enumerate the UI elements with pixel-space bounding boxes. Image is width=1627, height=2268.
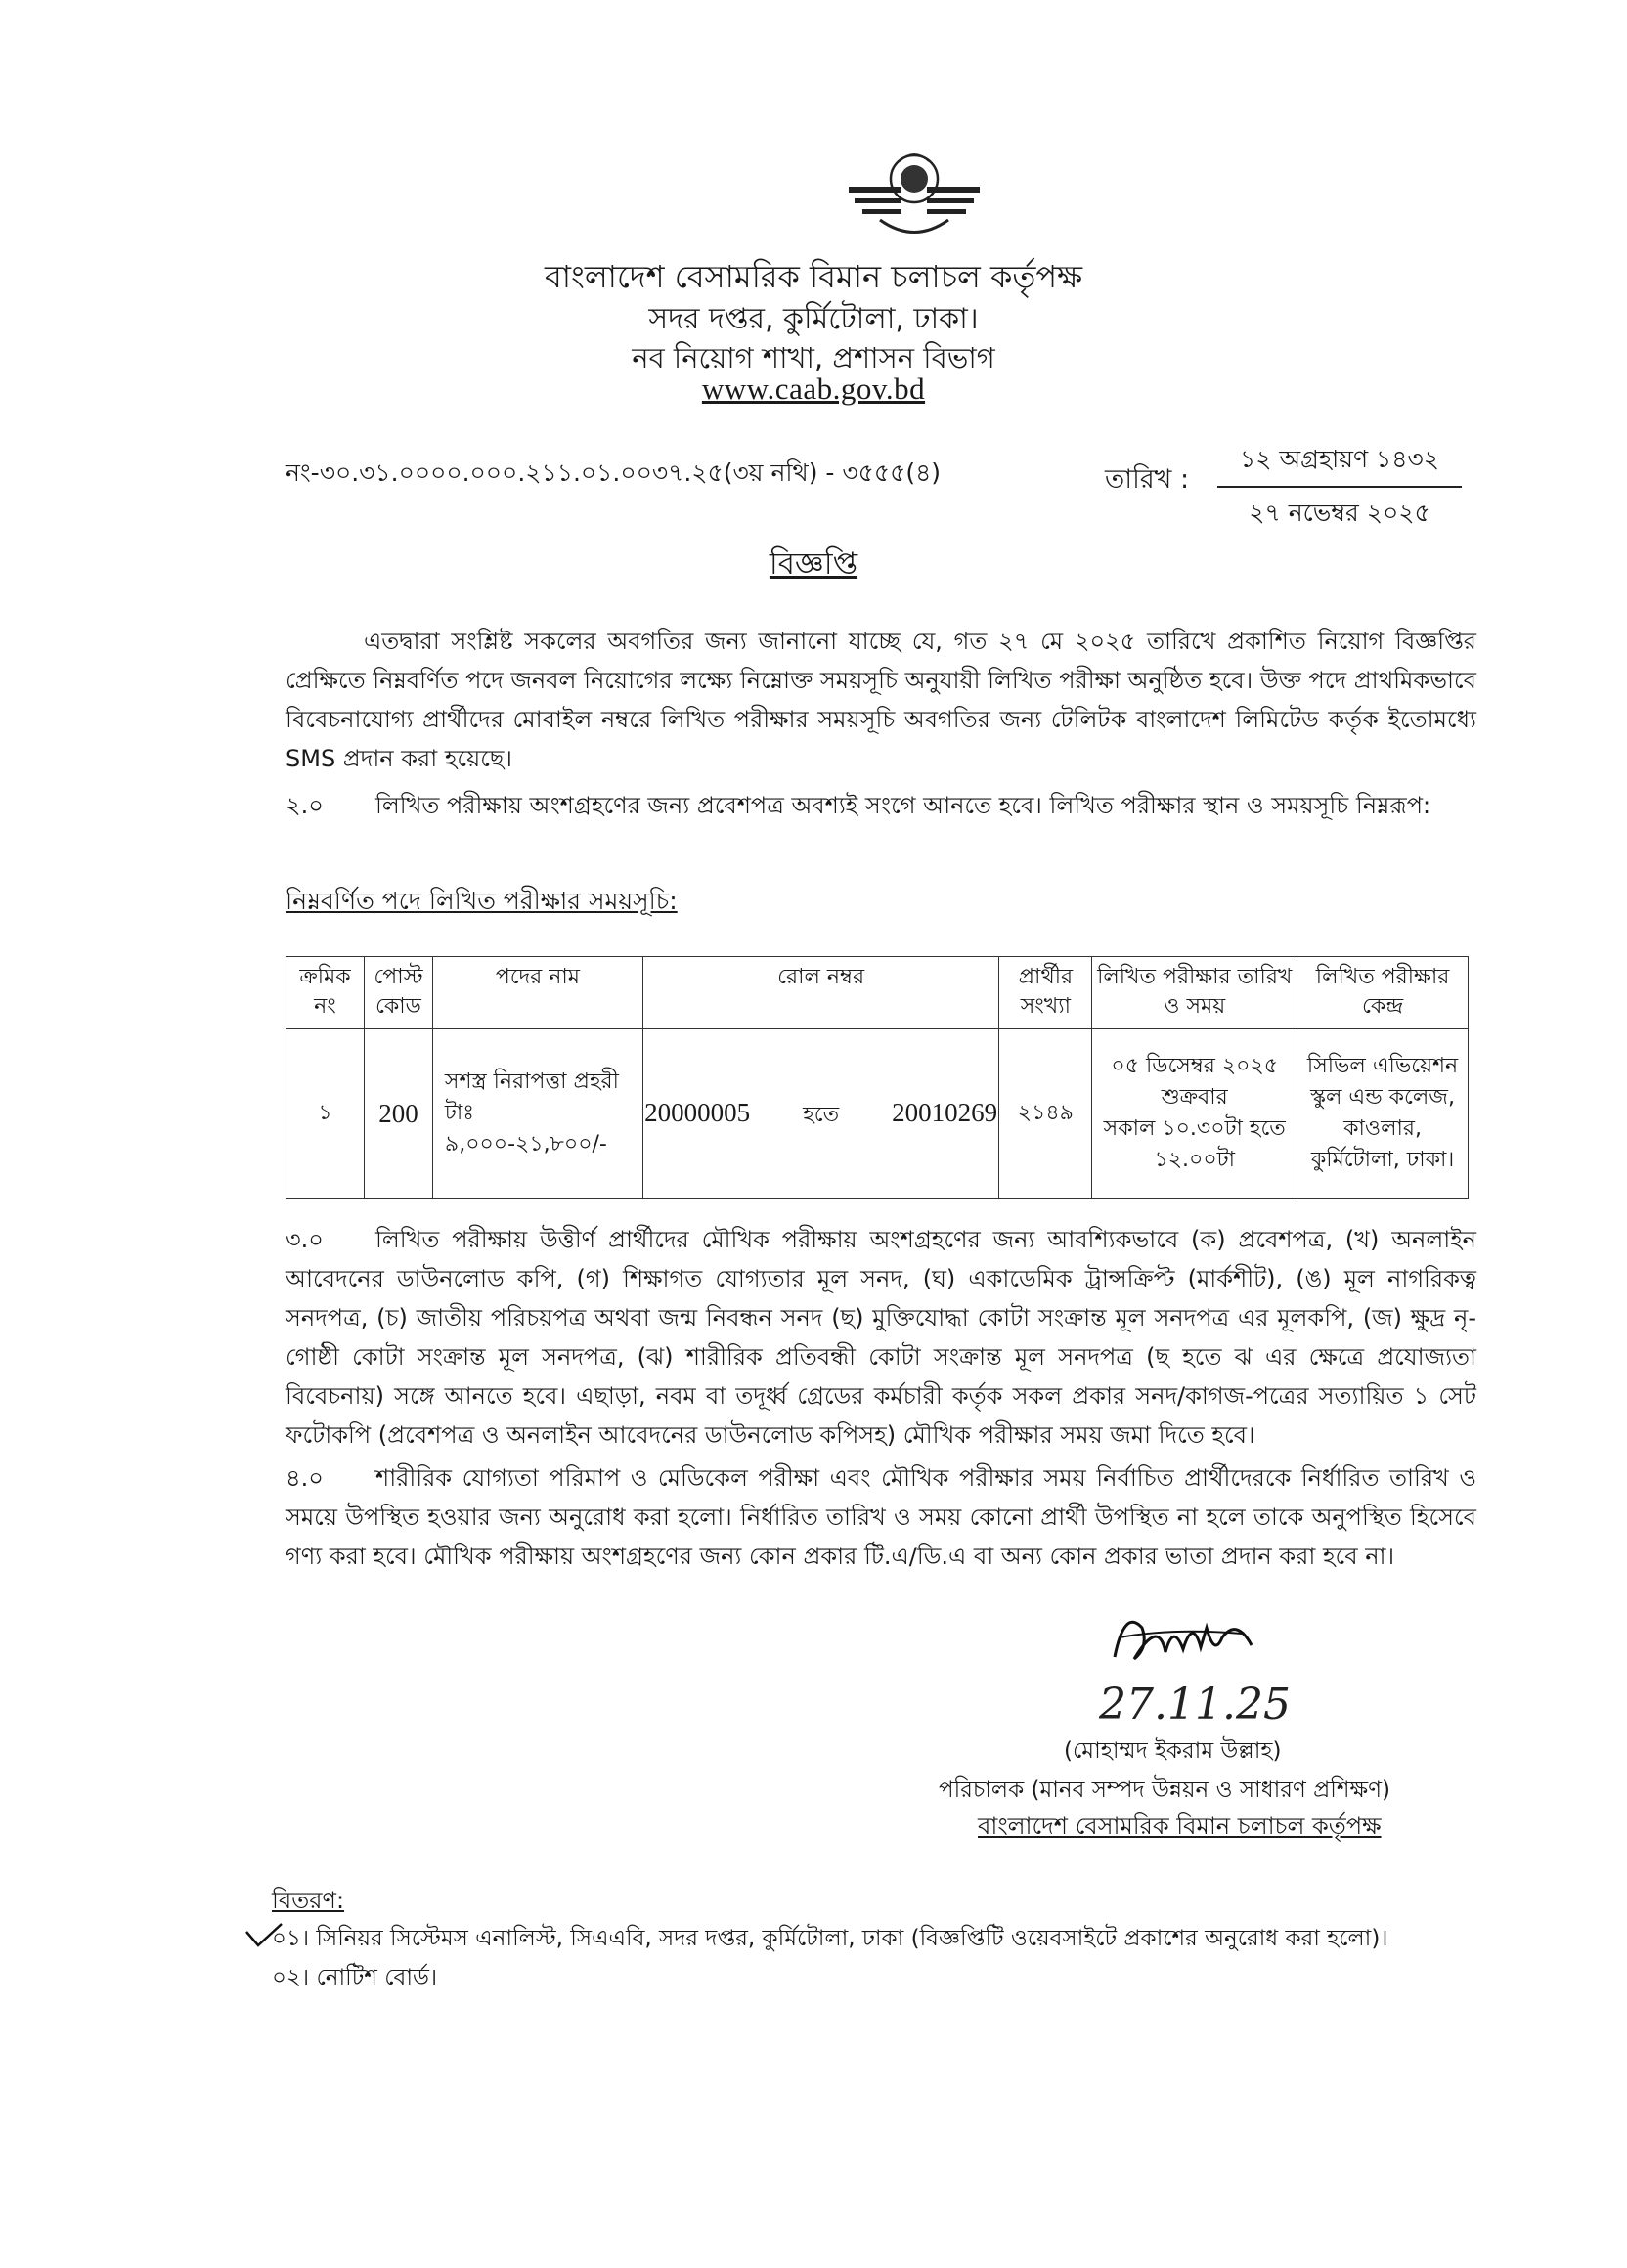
signature-date: 27.11.25	[1099, 1679, 1291, 1729]
date-label: তারিখ :	[1105, 464, 1190, 495]
section-3-number: ৩.০	[286, 1226, 324, 1253]
signatory-name: (মোহাম্মদ ইকরাম উল্লাহ)	[1064, 1738, 1282, 1764]
department: নব নিয়োগ শাখা, প্রশাসন বিভাগ	[632, 341, 995, 374]
section-2-number: ২.০	[286, 792, 324, 819]
schedule-heading: নিম্নবর্ণিত পদে লিখিত পরীক্ষার সময়সূচি:	[286, 887, 678, 915]
cell-datetime: ০৫ ডিসেম্বর ২০২৫ শুক্রবার সকাল ১০.৩০টা হতে ১২.০০টা	[1092, 1029, 1297, 1199]
cell-roll: 20000005 হতে 20010269	[642, 1029, 999, 1199]
section-2	[286, 786, 1476, 825]
exam-schedule-table	[286, 956, 1469, 1199]
section-4-text: শারীরিক যোগ্যতা পরিমাপ ও মেডিকেল পরীক্ষা এবং মৌখিক পরীক্ষার সময় নির্বাচিত প্রার্থীদেরকে নির্ধারিত তারিখ ও সময়ে উপস্থিত হওয়ার জন্য অনুরোধ করা হলো। নির্ধারিত তারিখ ও সময় কোনো প্রার্থী উপস্থিত না হলে তাকে অনুপস্থিত হিসেবে গণ্য করা হবে। মৌখিক পরীক্ষায় অংশগ্রহণের জন্য কোন প্রকার টি.এ/ডি.এ বা অন্য কোন প্রকার ভাতা প্রদান করা হবে না।	[286, 1464, 1476, 1570]
signatory-org: বাংলাদেশ বেসামরিক বিমান চলাচল কর্তৃপক্ষ	[978, 1812, 1382, 1840]
signature-icon	[1105, 1598, 1261, 1677]
section-3-text: লিখিত পরীক্ষায় উত্তীর্ণ প্রার্থীদের মৌখিক পরীক্ষায় অংশগ্রহণের জন্য আবশ্যিকভাবে (ক) প্রবেশপত্র, (খ) অনলাইন আবেদনের ডাউনলোড কপি, (গ) শিক্ষাগত যোগ্যতার মূল সনদ, (ঘ) একাডেমিক ট্রান্সক্রিপ্ট (মার্কশীট), (ঙ) মূল নাগরিকত্ব সনদপত্র, (চ) জাতীয় পরিচয়পত্র অথবা জন্ম নিবন্ধন সনদ (ছ) মুক্তিযোদ্ধা কোটা সংক্রান্ত মূল সনদপত্র এর মূলকপি, (জ) ক্ষুদ্র নৃ-গোষ্ঠী কোটা সংক্রান্ত মূল সনদপত্র, (ঝ) শারীরিক প্রতিবন্ধী কোটা সংক্রান্ত মূল সনদপত্র (ছ হতে ঝ এর ক্ষেত্রে প্রযোজ্যতা বিবেচনায়) সঙ্গে আনতে হবে। এছাড়া, নবম বা তদূর্ধ্ব গ্রেডের কর্মচারী কর্তৃক সকল প্রকার সনদ/কাগজ-পত্রের সত্যায়িত ১ সেট ফটোকপি (প্রবেশপত্র ও অনলাইন আবেদনের ডাউনলোড কপিসহ) মৌখিক পরীক্ষার সময় জমা দিতে হবে।	[286, 1226, 1476, 1449]
notice-title: বিজ্ঞপ্তি	[769, 546, 858, 582]
col-center: লিখিত পরীক্ষার কেন্দ্র	[1297, 957, 1469, 1029]
cell-post-name: সশস্ত্র নিরাপত্তা প্রহরী টাঃ ৯,০০০-২১,৮০০/-	[432, 1029, 642, 1199]
section-2-text: লিখিত পরীক্ষায় অংশগ্রহণের জন্য প্রবেশপত্র অবশ্যই সংগে আনতে হবে। লিখিত পরীক্ষার স্থান ও সময়সূচি নিম্নরূপ:	[375, 792, 1431, 819]
col-datetime: লিখিত পরীক্ষার তারিখ ও সময়	[1092, 957, 1297, 1029]
cell-serial: ১	[286, 1029, 365, 1199]
col-post-code: পোস্ট কোড	[364, 957, 432, 1029]
org-name: বাংলাদেশ বেসামরিক বিমান চলাচল কর্তৃপক্ষ	[544, 258, 1083, 295]
table-row	[286, 1029, 1469, 1199]
date-box	[1217, 440, 1462, 536]
col-roll: রোল নম্বর	[642, 957, 999, 1029]
date-english: ২৭ নভেম্বর ২০২৫	[1249, 499, 1430, 527]
distribution-item: ০১। সিনিয়র সিস্টেমস এনালিস্ট, সিএএবি, সদর দপ্তর, কুর্মিটোলা, ঢাকা (বিজ্ঞপ্তিটি ওয়েবসাইটে প্রকাশের অনুরোধ করা হলো)।	[272, 1926, 1388, 1951]
col-serial: ক্রমিক নং	[286, 957, 365, 1029]
section-4	[286, 1459, 1476, 1576]
table-header-row	[286, 957, 1469, 1029]
memo-number: নং-৩০.৩১.০০০০.০০০.২১১.০১.০০৩৭.২৫(৩য় নথি) - ৩৫৫৫(৪)	[286, 458, 942, 487]
org-address: সদর দপ্তর, কুর্মিটোলা, ঢাকা।	[648, 302, 979, 336]
col-post-name: পদের নাম	[432, 957, 642, 1029]
cell-candidates: ২১৪৯	[999, 1029, 1092, 1199]
website-link[interactable]: www.caab.gov.bd	[701, 371, 926, 406]
distribution-heading: বিতরণ:	[272, 1887, 345, 1914]
cell-post-code: 200	[364, 1029, 432, 1199]
distribution-item: ০২। নোটিশ বোর্ড।	[272, 1965, 438, 1990]
cell-center: সিভিল এভিয়েশন স্কুল এন্ড কলেজ, কাওলার, কুর্মিটোলা, ঢাকা।	[1297, 1029, 1469, 1199]
section-4-number: ৪.০	[286, 1464, 324, 1492]
signatory-designation: পরিচালক (মানব সম্পদ উন্নয়ন ও সাধারণ প্রশিক্ষণ)	[939, 1777, 1390, 1803]
section-3	[286, 1220, 1476, 1455]
date-bangla: ১২ অগ্রহায়ণ ১৪৩২	[1217, 440, 1462, 488]
caab-emblem-icon	[841, 142, 988, 244]
paragraph-intro: এতদ্বারা সংশ্লিষ্ট সকলের অবগতির জন্য জানানো যাচ্ছে যে, গত ২৭ মে ২০২৫ তারিখে প্রকাশিত নিয়োগ বিজ্ঞপ্তির প্রেক্ষিতে নিম্নবর্ণিত পদে জনবল নিয়োগের লক্ষ্যে নিম্নোক্ত সময়সূচি অনুযায়ী লিখিত পরীক্ষা অনুষ্ঠিত হবে। উক্ত পদে প্রাথমিকভাবে বিবেচনাযোগ্য প্রার্থীদের মোবাইল নম্বরে লিখিত পরীক্ষার সময়সূচি অবগতির জন্য টেলিটক বাংলাদেশ লিমিটেড কর্তৃক ইতোমধ্যে SMS প্রদান করা হয়েছে।	[286, 628, 1476, 772]
col-candidates: প্রার্থীর সংখ্যা	[999, 957, 1092, 1029]
